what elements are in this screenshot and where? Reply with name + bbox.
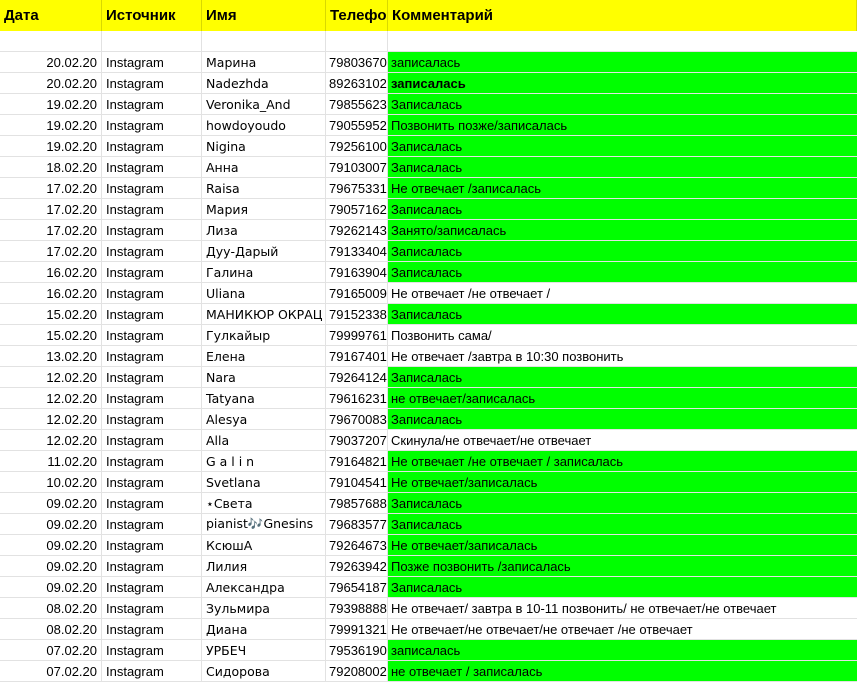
cell-date[interactable]: 09.02.20 xyxy=(0,493,102,513)
cell-phone[interactable]: 79133404 xyxy=(326,241,388,261)
cell-comment[interactable]: Записалась xyxy=(388,304,857,324)
cell-date[interactable]: 09.02.20 xyxy=(0,535,102,555)
cell-source[interactable]: Instagram xyxy=(102,472,202,492)
cell-source[interactable]: Instagram xyxy=(102,199,202,219)
cell-name[interactable]: Мария xyxy=(202,199,326,219)
cell-phone[interactable]: 79164821 xyxy=(326,451,388,471)
cell-name[interactable]: Сидорова xyxy=(202,661,326,681)
cell-date[interactable]: 08.02.20 xyxy=(0,598,102,618)
cell-date[interactable]: 20.02.20 xyxy=(0,73,102,93)
cell-name[interactable]: G a l i n xyxy=(202,451,326,471)
table-row xyxy=(0,73,857,94)
cell-comment[interactable]: Записалась xyxy=(388,241,857,261)
table-row xyxy=(0,472,857,493)
header-phone[interactable]: Телефо xyxy=(326,0,388,31)
cell-comment[interactable]: Не отвечает /завтра в 10:30 позвонить xyxy=(391,348,624,364)
cell-phone[interactable]: 79991321 xyxy=(326,619,388,639)
cell-source[interactable]: Instagram xyxy=(102,493,202,513)
cell-name[interactable]: Nigina xyxy=(202,136,326,156)
cell-source[interactable]: Instagram xyxy=(102,115,202,135)
table-row xyxy=(0,661,857,682)
cell-source[interactable]: Instagram xyxy=(102,598,202,618)
cell-source[interactable]: Instagram xyxy=(102,535,202,555)
cell-date[interactable]: 20.02.20 xyxy=(0,52,102,72)
cell-name[interactable]: Лиза xyxy=(202,220,326,240)
table-row xyxy=(0,94,857,115)
table-row xyxy=(0,157,857,178)
cell-comment[interactable]: Не отвечает /не отвечает / xyxy=(391,285,551,301)
empty-cell[interactable] xyxy=(102,31,202,51)
cell-date[interactable]: 07.02.20 xyxy=(0,661,102,681)
table-row xyxy=(0,577,857,598)
cell-phone[interactable]: 79654187 xyxy=(326,577,388,597)
cell-date[interactable]: 10.02.20 xyxy=(0,472,102,492)
cell-source[interactable]: Instagram xyxy=(102,577,202,597)
cell-name[interactable]: howdoyoudo xyxy=(202,115,326,135)
cell-source[interactable]: Instagram xyxy=(102,640,202,660)
cell-source[interactable]: Instagram xyxy=(102,304,202,324)
cell-comment[interactable]: Позвонить сама/ xyxy=(391,327,492,343)
cell-date[interactable]: 19.02.20 xyxy=(0,94,102,114)
cell-source[interactable]: Instagram xyxy=(102,556,202,576)
cell-comment[interactable]: записалась xyxy=(388,640,857,660)
cell-source[interactable]: Instagram xyxy=(102,430,202,450)
header-source[interactable]: Источник xyxy=(102,0,202,31)
cell-phone[interactable]: 79165009 xyxy=(326,283,388,303)
header-date[interactable]: Дата xyxy=(0,0,102,31)
cell-source[interactable]: Instagram xyxy=(102,220,202,240)
table-row xyxy=(0,304,857,325)
cell-source[interactable]: Instagram xyxy=(102,514,202,534)
cell-date[interactable]: 16.02.20 xyxy=(0,283,102,303)
cell-comment[interactable]: Записалась xyxy=(388,577,857,597)
cell-date[interactable]: 19.02.20 xyxy=(0,136,102,156)
cell-phone[interactable]: 79264124 xyxy=(326,367,388,387)
cell-source[interactable]: Instagram xyxy=(102,262,202,282)
cell-name[interactable]: Raisa xyxy=(202,178,326,198)
cell-comment[interactable]: Не отвечает/не отвечает/не отвечает /не отвечает xyxy=(391,621,693,637)
cell-source[interactable]: Instagram xyxy=(102,178,202,198)
cell-phone[interactable]: 79675331 xyxy=(326,178,388,198)
cell-phone[interactable]: 79263942 xyxy=(326,556,388,576)
cell-date[interactable]: 12.02.20 xyxy=(0,409,102,429)
table-row xyxy=(0,388,857,409)
empty-cell[interactable] xyxy=(388,31,857,51)
empty-cell[interactable] xyxy=(326,31,388,51)
cell-comment[interactable]: Позвонить позже/записалась xyxy=(388,115,857,135)
cell-source[interactable]: Instagram xyxy=(102,241,202,261)
cell-comment[interactable]: Записалась xyxy=(388,199,857,219)
table-row xyxy=(0,52,857,73)
cell-source[interactable]: Instagram xyxy=(102,283,202,303)
table-row xyxy=(0,325,857,346)
cell-source[interactable]: Instagram xyxy=(102,346,202,366)
cell-source[interactable]: Instagram xyxy=(102,94,202,114)
cell-source[interactable]: Instagram xyxy=(102,52,202,72)
cell-name[interactable]: Uliana xyxy=(202,283,326,303)
table-row xyxy=(0,220,857,241)
header-row xyxy=(0,0,857,31)
cell-comment[interactable]: Позже позвонить /записалась xyxy=(388,556,857,576)
cell-comment[interactable]: Записалась xyxy=(388,493,857,513)
cell-phone[interactable]: 79104541 xyxy=(326,472,388,492)
table-row xyxy=(0,136,857,157)
cell-phone[interactable]: 89263102 xyxy=(326,73,388,93)
cell-date[interactable]: 17.02.20 xyxy=(0,241,102,261)
cell-name[interactable]: Анна xyxy=(202,157,326,177)
cell-name[interactable]: УРБЕЧ xyxy=(202,640,326,660)
cell-phone[interactable]: 79256100 xyxy=(326,136,388,156)
cell-comment[interactable]: Не отвечает/записалась xyxy=(388,535,857,555)
cell-name[interactable]: МАНИКЮР ОКРАЦ xyxy=(202,304,326,324)
table-row xyxy=(0,178,857,199)
cell-name[interactable]: Alla xyxy=(202,430,326,450)
table-row xyxy=(0,535,857,556)
header-name[interactable]: Имя xyxy=(202,0,326,31)
table-row xyxy=(0,556,857,577)
cell-source[interactable]: Instagram xyxy=(102,367,202,387)
table-row xyxy=(0,619,857,640)
cell-source[interactable]: Instagram xyxy=(102,619,202,639)
cell-phone[interactable]: 79616231 xyxy=(326,388,388,408)
table-row xyxy=(0,409,857,430)
cell-name[interactable]: Veronika_And xyxy=(202,94,326,114)
table-row xyxy=(0,115,857,136)
cell-comment[interactable]: Записалась xyxy=(388,262,857,282)
cell-comment[interactable]: Не отвечает/записалась xyxy=(388,472,857,492)
cell-comment[interactable]: Занято/записалась xyxy=(388,220,857,240)
cell-source[interactable]: Instagram xyxy=(102,157,202,177)
cell-phone[interactable]: 79262143 xyxy=(326,220,388,240)
cell-name[interactable]: Гулкайыр xyxy=(202,325,326,345)
cell-comment[interactable]: Записалась xyxy=(388,136,857,156)
cell-date[interactable]: 18.02.20 xyxy=(0,157,102,177)
cell-date[interactable]: 17.02.20 xyxy=(0,220,102,240)
table-row xyxy=(0,346,857,367)
table-row xyxy=(0,367,857,388)
cell-phone[interactable]: 79103007 xyxy=(326,157,388,177)
cell-comment[interactable]: Записалась xyxy=(388,367,857,387)
cell-source[interactable]: Instagram xyxy=(102,136,202,156)
cell-name[interactable]: Nara xyxy=(202,367,326,387)
cell-comment[interactable]: Скинула/не отвечает/не отвечает xyxy=(391,432,592,448)
table-row xyxy=(0,640,857,661)
cell-source[interactable]: Instagram xyxy=(102,409,202,429)
cell-date[interactable]: 15.02.20 xyxy=(0,325,102,345)
cell-phone[interactable]: 79398888 xyxy=(326,598,388,618)
table-row xyxy=(0,493,857,514)
cell-date[interactable]: 09.02.20 xyxy=(0,514,102,534)
cell-phone[interactable]: 79670083 xyxy=(326,409,388,429)
cell-date[interactable]: 17.02.20 xyxy=(0,199,102,219)
cell-comment[interactable]: записалась xyxy=(388,73,857,93)
cell-date[interactable]: 12.02.20 xyxy=(0,388,102,408)
table-row xyxy=(0,262,857,283)
cell-name[interactable]: Nadezhda xyxy=(202,73,326,93)
cell-phone[interactable]: 79163904 xyxy=(326,262,388,282)
cell-date[interactable]: 15.02.20 xyxy=(0,304,102,324)
cell-phone[interactable]: 79683577 xyxy=(326,514,388,534)
cell-comment[interactable]: Записалась xyxy=(388,409,857,429)
cell-date[interactable]: 17.02.20 xyxy=(0,178,102,198)
empty-cell[interactable] xyxy=(0,31,102,51)
cell-name[interactable]: Лилия xyxy=(202,556,326,576)
cell-date[interactable]: 12.02.20 xyxy=(0,367,102,387)
cell-phone[interactable]: 79855623 xyxy=(326,94,388,114)
cell-phone[interactable]: 79208002 xyxy=(326,661,388,681)
table-row xyxy=(0,514,857,535)
cell-name[interactable]: ⋆Света xyxy=(202,493,326,513)
cell-date[interactable]: 08.02.20 xyxy=(0,619,102,639)
cell-comment[interactable]: Записалась xyxy=(388,94,857,114)
cell-source[interactable]: Instagram xyxy=(102,388,202,408)
cell-date[interactable]: 09.02.20 xyxy=(0,577,102,597)
cell-comment[interactable]: Не отвечает /не отвечает / записалась xyxy=(388,451,857,471)
table-row xyxy=(0,283,857,304)
cell-source[interactable]: Instagram xyxy=(102,73,202,93)
cell-phone[interactable]: 79037207 xyxy=(326,430,388,450)
empty-row xyxy=(0,31,857,52)
cell-date[interactable]: 13.02.20 xyxy=(0,346,102,366)
cell-phone[interactable]: 79999761 xyxy=(326,325,388,345)
cell-name[interactable]: КсюшА xyxy=(202,535,326,555)
cell-comment[interactable]: Записалась xyxy=(388,157,857,177)
header-comment[interactable]: Комментарий xyxy=(388,0,857,31)
cell-name[interactable]: pianist🎶Gnesins xyxy=(202,514,326,534)
cell-date[interactable]: 12.02.20 xyxy=(0,430,102,450)
cell-name[interactable]: Александра xyxy=(202,577,326,597)
cell-name[interactable]: Елена xyxy=(202,346,326,366)
cell-phone[interactable]: 79803670 xyxy=(326,52,388,72)
cell-name[interactable]: Марина xyxy=(202,52,326,72)
cell-comment[interactable]: не отвечает / записалась xyxy=(388,661,857,681)
cell-date[interactable]: 16.02.20 xyxy=(0,262,102,282)
cell-phone[interactable]: 79055952 xyxy=(326,115,388,135)
cell-phone[interactable]: 79152338 xyxy=(326,304,388,324)
cell-date[interactable]: 19.02.20 xyxy=(0,115,102,135)
cell-source[interactable]: Instagram xyxy=(102,661,202,681)
empty-cell[interactable] xyxy=(202,31,326,51)
cell-name[interactable]: Tatyana xyxy=(202,388,326,408)
cell-comment[interactable]: Записалась xyxy=(388,514,857,534)
cell-source[interactable]: Instagram xyxy=(102,451,202,471)
cell-comment[interactable]: Не отвечает/ завтра в 10-11 позвонить/ не отвечает/не отвечает xyxy=(391,600,777,616)
cell-name[interactable]: Галина xyxy=(202,262,326,282)
cell-name[interactable]: Alesya xyxy=(202,409,326,429)
table-row xyxy=(0,430,857,451)
table-row xyxy=(0,451,857,472)
cell-comment[interactable]: записалась xyxy=(388,52,857,72)
table-row xyxy=(0,241,857,262)
cell-phone[interactable]: 79857688 xyxy=(326,493,388,513)
table-row xyxy=(0,199,857,220)
table-row xyxy=(0,598,857,619)
cell-name[interactable]: Дуу-Дарый xyxy=(202,241,326,261)
cell-phone[interactable]: 79057162 xyxy=(326,199,388,219)
cell-comment[interactable]: не отвечает/записалась xyxy=(388,388,857,408)
cell-comment[interactable]: Не отвечает /записалась xyxy=(388,178,857,198)
cell-phone[interactable]: 79536190 xyxy=(326,640,388,660)
cell-date[interactable]: 11.02.20 xyxy=(0,451,102,471)
cell-source[interactable]: Instagram xyxy=(102,325,202,345)
cell-date[interactable]: 07.02.20 xyxy=(0,640,102,660)
cell-phone[interactable]: 79264673 xyxy=(326,535,388,555)
cell-phone[interactable]: 79167401 xyxy=(326,346,388,366)
cell-name[interactable]: Зульмира xyxy=(202,598,326,618)
cell-name[interactable]: Диана xyxy=(202,619,326,639)
cell-date[interactable]: 09.02.20 xyxy=(0,556,102,576)
cell-name[interactable]: Svetlana xyxy=(202,472,326,492)
